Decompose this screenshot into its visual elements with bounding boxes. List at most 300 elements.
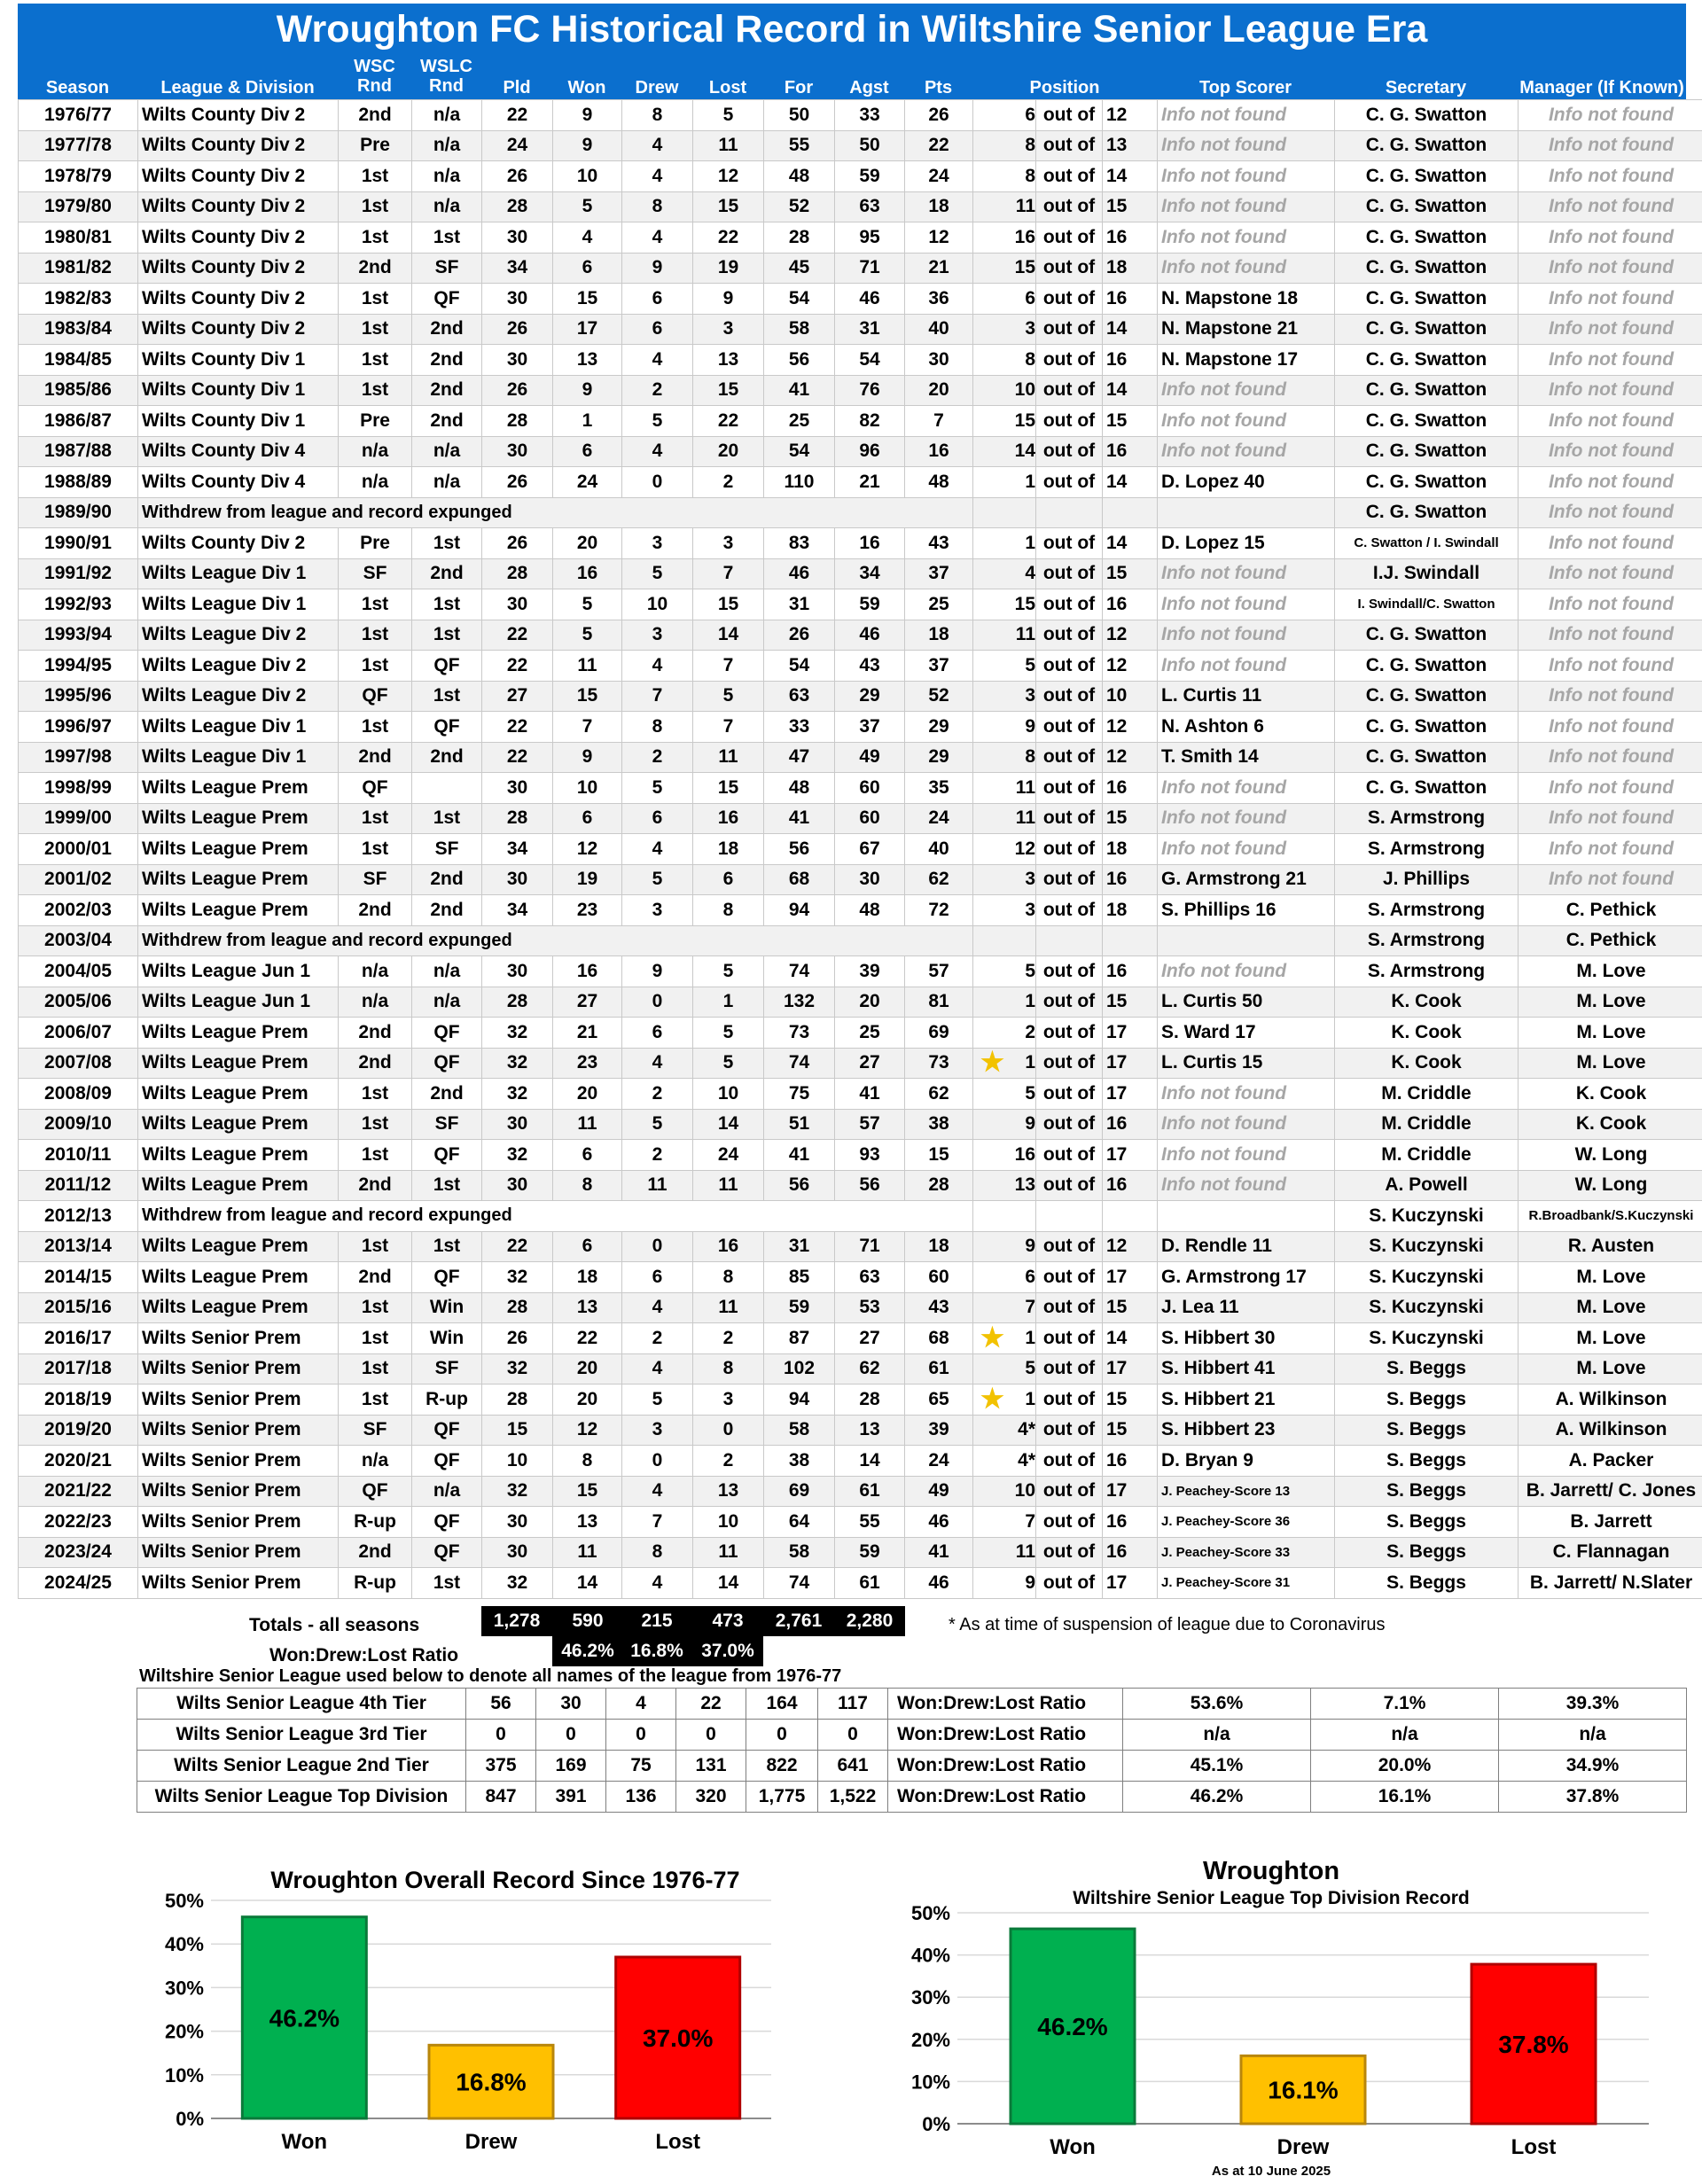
table-cell: 1st [339,651,412,682]
table-cell: 30 [482,1537,553,1568]
table-cell: 16 [1103,222,1158,254]
table-cell: 18 [693,834,764,865]
table-cell: L. Curtis 50 [1158,987,1335,1018]
table-cell: 32 [482,1140,553,1171]
table-cell [1036,497,1103,528]
table-cell: 1988/89 [19,467,138,498]
table-cell: Wilts League Prem [138,895,339,926]
table-cell: 2016/17 [19,1323,138,1354]
table-cell: 17 [1103,1353,1158,1384]
table-cell: 2 [622,1079,693,1110]
table-cell: 14 [693,620,764,651]
season-row [19,284,1702,315]
table-cell: 11 [693,1537,764,1568]
table-cell: 73 [905,1048,973,1079]
table-cell: 30 [482,436,553,467]
position-number [973,191,1036,222]
tier-cell: Won:Drew:Lost Ratio [888,1720,1123,1751]
season-row [19,1170,1702,1201]
table-cell: 24 [905,161,973,192]
tier-cell: 136 [606,1782,676,1813]
table-cell [973,1201,1036,1232]
table-cell: QF [412,712,482,743]
table-cell: 16 [1103,956,1158,987]
table-cell: 22 [482,1231,553,1262]
table-cell: 71 [835,253,905,284]
season-row [19,956,1702,987]
table-cell: 67 [835,834,905,865]
table-cell: 53 [835,1292,905,1323]
position-number [973,589,1036,620]
table-cell: 3 [693,314,764,345]
table-cell: 55 [835,1507,905,1538]
table-cell: 2012/13 [19,1201,138,1232]
tier-cell: n/a [1123,1720,1311,1751]
table-cell: 5 [622,773,693,804]
table-cell: Wilts Senior Prem [138,1476,339,1507]
season-row [19,497,1702,528]
table-cell: 82 [835,406,905,437]
table-cell: 1st [339,1140,412,1171]
table-cell: Wilts County Div 2 [138,314,339,345]
table-cell: 43 [905,1292,973,1323]
table-cell: 28 [482,987,553,1018]
tier-cell: 375 [466,1751,536,1782]
table-cell: 8 [622,1537,693,1568]
table-cell: M. Love [1519,1018,1702,1049]
season-row [19,375,1702,406]
position-value: 1 [1025,1389,1035,1409]
table-cell: out of [1036,1170,1103,1201]
position-number [973,803,1036,834]
table-cell: Info not found [1158,406,1335,437]
table-cell: 6 [622,284,693,315]
table-cell: 15 [693,589,764,620]
table-cell: 14 [1103,1323,1158,1354]
table-cell: 4 [622,161,693,192]
table-cell: 2nd [339,253,412,284]
table-cell: 52 [905,681,973,712]
table-cell: 43 [905,528,973,559]
table-cell: 6 [622,314,693,345]
table-cell: 29 [905,712,973,743]
table-cell: 5 [553,191,622,222]
table-cell: 1st [339,803,412,834]
position-value: 11 [1016,624,1035,644]
table-cell: 45 [764,253,835,284]
column-header: Top Scorer [1157,78,1334,98]
table-cell: 1st [339,375,412,406]
table-cell: 2nd [339,1170,412,1201]
tier-cell: 30 [536,1689,606,1720]
tier-cell: 0 [466,1720,536,1751]
table-cell: Info not found [1158,803,1335,834]
tier-row [137,1720,1687,1751]
table-cell: Info not found [1519,314,1702,345]
position-number [973,1446,1036,1477]
table-cell: 28 [482,1384,553,1416]
table-cell: 26 [482,528,553,559]
y-tick-label: 30% [911,1986,950,2008]
tier-cell: 34.9% [1499,1751,1687,1782]
table-cell: 6 [693,864,764,895]
table-cell: out of [1036,1018,1103,1049]
table-cell: 2020/21 [19,1446,138,1477]
position-number [973,100,1036,131]
position-value: 12 [1015,838,1035,859]
position-number [973,345,1036,376]
position-value: 15 [1015,594,1035,614]
position-value: 4* [1018,1450,1035,1470]
position-value: 11 [1016,777,1035,798]
table-cell: 63 [835,1262,905,1293]
table-cell: C. G. Swatton [1335,100,1519,131]
table-cell: 59 [764,1292,835,1323]
season-row [19,467,1702,498]
position-value: 7 [1025,1511,1035,1532]
table-cell: 94 [764,1384,835,1416]
table-cell: 9 [693,284,764,315]
table-cell: R. Austen [1519,1231,1702,1262]
table-cell: Wilts League Div 2 [138,620,339,651]
season-row [19,1476,1702,1507]
position-value: 9 [1025,716,1035,737]
table-cell: Wilts League Div 2 [138,651,339,682]
table-cell: 22 [482,742,553,773]
table-cell: 25 [835,1018,905,1049]
position-value: 4 [1025,563,1035,583]
table-cell: 4 [622,1292,693,1323]
season-row [19,681,1702,712]
table-cell: 62 [905,864,973,895]
table-cell: 1998/99 [19,773,138,804]
table-cell: 12 [1103,742,1158,773]
tier-cell: 39.3% [1499,1689,1687,1720]
table-cell: 11 [553,1537,622,1568]
table-cell: 4 [622,222,693,254]
table-cell: 8 [553,1170,622,1201]
position-value: 11 [1016,1541,1035,1562]
season-row [19,589,1702,620]
table-cell: 16 [1103,589,1158,620]
table-cell: 64 [764,1507,835,1538]
table-cell: 110 [764,467,835,498]
table-cell [1036,1201,1103,1232]
table-cell: 2 [622,742,693,773]
table-cell: out of [1036,1507,1103,1538]
table-cell: 2 [622,375,693,406]
position-number [973,528,1036,559]
column-header: Position [972,78,1157,98]
table-cell: C. G. Swatton [1335,497,1519,528]
table-cell: out of [1036,1109,1103,1140]
table-cell: 16 [693,1231,764,1262]
table-cell: 30 [482,1109,553,1140]
table-cell: 10 [553,161,622,192]
table-cell: 1st [339,161,412,192]
table-cell: QF [412,1446,482,1477]
table-cell: 4 [622,345,693,376]
table-cell: 37 [905,558,973,589]
table-cell: 51 [764,1109,835,1140]
column-header: Drew [621,78,692,98]
table-cell: 5 [622,1384,693,1416]
table-cell: C. G. Swatton [1335,222,1519,254]
table-cell: I. Swindall/C. Swatton [1335,589,1519,620]
table-cell: n/a [339,467,412,498]
tier-cell: 131 [676,1751,746,1782]
table-cell: 6 [553,436,622,467]
table-cell: N. Ashton 6 [1158,712,1335,743]
table-cell: 1st [339,620,412,651]
table-cell: 1982/83 [19,284,138,315]
table-cell: B. Jarrett/ C. Jones [1519,1476,1702,1507]
table-cell: 6 [553,1231,622,1262]
table-cell: 30 [482,1170,553,1201]
y-tick-label: 0% [176,2108,204,2130]
bar-value-label: 46.2% [1037,2013,1107,2040]
table-cell: Wilts Senior Prem [138,1384,339,1416]
table-cell: out of [1036,1231,1103,1262]
table-cell: 17 [1103,1140,1158,1171]
table-cell: 14 [693,1109,764,1140]
table-cell: 19 [553,864,622,895]
table-cell: 8 [693,895,764,926]
table-cell: 5 [622,558,693,589]
table-cell: 1st [339,284,412,315]
table-cell: 61 [835,1568,905,1599]
table-cell: Wilts League Jun 1 [138,956,339,987]
season-row [19,1353,1702,1384]
totals-ratio: 16.8% [621,1636,692,1666]
table-cell: Wilts County Div 2 [138,100,339,131]
table-cell: 7 [693,558,764,589]
table-cell: A. Wilkinson [1519,1384,1702,1416]
table-cell: 2nd [412,864,482,895]
table-cell: 18 [1103,834,1158,865]
position-number [973,375,1036,406]
table-cell: 4 [622,1048,693,1079]
table-cell: 7 [622,1507,693,1538]
table-cell: 37 [905,651,973,682]
table-cell: R-up [339,1568,412,1599]
table-cell: 32 [482,1018,553,1049]
tier-cell: Won:Drew:Lost Ratio [888,1782,1123,1813]
table-cell: 14 [1103,314,1158,345]
table-cell: 1st [339,1109,412,1140]
table-cell: 5 [693,681,764,712]
table-cell: 16 [905,436,973,467]
season-row [19,406,1702,437]
table-cell: out of [1036,589,1103,620]
totals-value: 590 [552,1606,623,1636]
table-cell: C. G. Swatton [1335,406,1519,437]
table-cell: 46 [835,284,905,315]
table-cell: n/a [339,956,412,987]
table-cell: 2 [622,1140,693,1171]
table-cell: C. Pethick [1519,895,1702,926]
table-cell: 2nd [339,1537,412,1568]
table-cell: C. G. Swatton [1335,467,1519,498]
totals-ratio: 46.2% [552,1636,623,1666]
tier-cell: n/a [1311,1720,1499,1751]
table-cell: 1995/96 [19,681,138,712]
season-row [19,314,1702,345]
position-value: 5 [1025,1358,1035,1378]
position-number [973,1140,1036,1171]
table-cell: Win [412,1323,482,1354]
table-cell: S. Armstrong [1335,956,1519,987]
table-cell: 5 [693,1018,764,1049]
position-value: 3 [1025,685,1035,706]
table-cell: 26 [482,314,553,345]
position-number [973,956,1036,987]
table-cell: 68 [764,864,835,895]
chart-subtitle: Wiltshire Senior League Top Division Record [1073,1888,1470,1908]
table-cell: 2007/08 [19,1048,138,1079]
table-cell: K. Cook [1519,1079,1702,1110]
table-cell: SF [339,558,412,589]
table-cell: 26 [482,467,553,498]
table-cell: Info not found [1519,345,1702,376]
table-cell: 2011/12 [19,1170,138,1201]
table-cell: 16 [1103,1446,1158,1477]
table-cell: 22 [482,712,553,743]
table-cell: 1st [339,834,412,865]
table-cell: 1st [412,803,482,834]
table-cell: 16 [1103,284,1158,315]
table-cell: 6 [622,1262,693,1293]
table-cell: 47 [764,742,835,773]
table-cell: 2015/16 [19,1292,138,1323]
table-cell: out of [1036,375,1103,406]
table-cell: S. Hibbert 21 [1158,1384,1335,1416]
table-cell: 40 [905,834,973,865]
table-cell: Info not found [1158,191,1335,222]
table-cell: 1st [412,1170,482,1201]
table-cell: 65 [905,1384,973,1416]
table-cell: 10 [693,1507,764,1538]
table-cell: T. Smith 14 [1158,742,1335,773]
bar-value-label: 46.2% [269,2004,340,2032]
tier-cell: 22 [676,1689,746,1720]
table-cell: SF [412,1109,482,1140]
table-cell: Info not found [1519,497,1702,528]
table-cell: n/a [412,436,482,467]
champion-star-icon: ★ [980,1052,1004,1073]
table-cell: Wilts League Prem [138,1048,339,1079]
table-cell: Info not found [1519,681,1702,712]
table-cell: 6 [553,803,622,834]
table-cell: out of [1036,1476,1103,1507]
tier-cell: 16.1% [1311,1782,1499,1813]
table-cell: Wilts League Prem [138,1231,339,1262]
table-cell: 5 [622,864,693,895]
position-value: 5 [1025,1083,1035,1104]
table-cell: 1 [693,987,764,1018]
table-cell: 2nd [412,742,482,773]
position-value: 8 [1025,135,1035,155]
table-cell: Info not found [1158,589,1335,620]
table-cell: 7 [553,712,622,743]
season-row [19,987,1702,1018]
table-cell: 36 [905,284,973,315]
table-cell: 85 [764,1262,835,1293]
table-cell: 0 [622,1446,693,1477]
table-cell: 61 [905,1353,973,1384]
table-cell: 1st [412,1231,482,1262]
table-cell: out of [1036,100,1103,131]
table-cell: QF [412,1018,482,1049]
table-cell: Wilts League Prem [138,803,339,834]
table-cell: 54 [835,345,905,376]
table-cell: 20 [693,436,764,467]
table-cell: out of [1036,1568,1103,1599]
table-cell: C. G. Swatton [1335,130,1519,161]
season-row [19,345,1702,376]
table-cell: 48 [905,467,973,498]
position-value: 11 [1016,196,1035,216]
table-cell: 1st [339,191,412,222]
position-value: 9 [1025,1236,1035,1256]
table-cell: 2 [622,1323,693,1354]
table-cell: out of [1036,620,1103,651]
table-cell: 30 [482,345,553,376]
tier-row [137,1689,1687,1720]
table-cell: 18 [553,1262,622,1293]
y-tick-label: 50% [911,1902,950,1924]
table-cell: 5 [553,589,622,620]
table-cell: 15 [1103,191,1158,222]
table-cell: 2nd [339,1048,412,1079]
table-cell: 10 [693,1079,764,1110]
table-cell: 1978/79 [19,161,138,192]
table-cell: 24 [905,803,973,834]
position-value: 5 [1025,961,1035,981]
tier-cell: 0 [606,1720,676,1751]
table-cell: 26 [482,1323,553,1354]
table-cell: 29 [835,681,905,712]
tier-cell: 822 [746,1751,818,1782]
tier-cell: 391 [536,1782,606,1813]
position-value: 8 [1025,349,1035,370]
table-cell: 11 [622,1170,693,1201]
table-cell: 3 [693,528,764,559]
table-cell: Info not found [1519,100,1702,131]
season-row [19,1201,1702,1232]
tier-cell: 117 [818,1689,888,1720]
tier-cell: 0 [746,1720,818,1751]
table-cell: S. Kuczynski [1335,1262,1519,1293]
table-cell: 21 [905,253,973,284]
table-cell: 4 [553,222,622,254]
position-value: 9 [1025,1572,1035,1593]
table-cell: J. Peachey-Score 31 [1158,1568,1335,1599]
table-cell: W. Long [1519,1170,1702,1201]
table-cell: 83 [764,528,835,559]
table-cell: Wilts Senior Prem [138,1507,339,1538]
table-cell: 28 [482,1292,553,1323]
table-cell: 17 [1103,1476,1158,1507]
table-cell: 57 [905,956,973,987]
position-number [973,1568,1036,1599]
table-cell: 8 [622,712,693,743]
tier-cell: n/a [1499,1720,1687,1751]
table-cell: 27 [482,681,553,712]
table-cell: 60 [905,1262,973,1293]
table-cell: M. Love [1519,956,1702,987]
column-header: Season [18,78,137,98]
